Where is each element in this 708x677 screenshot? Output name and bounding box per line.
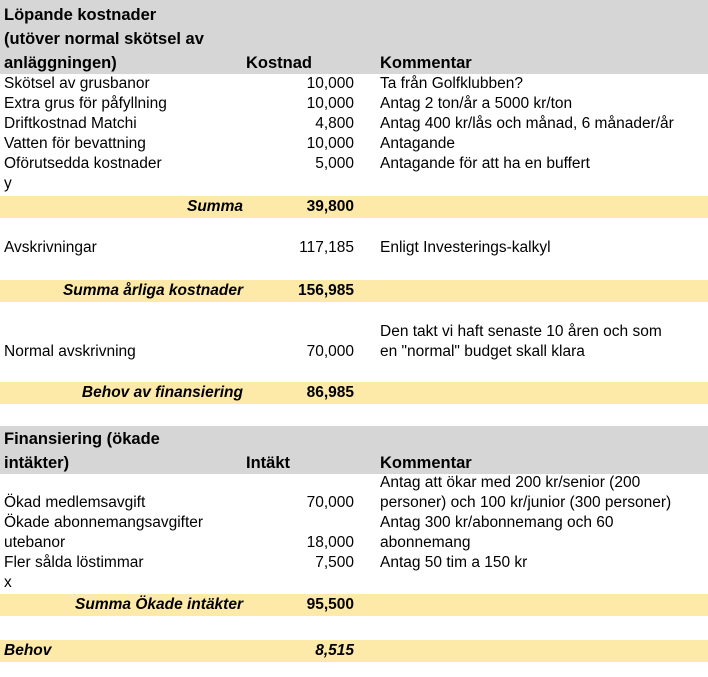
avskrivningar-label: Avskrivningar — [4, 239, 97, 256]
medlemsavgift-value: 70,000 — [306, 494, 354, 511]
column-header-kommentar: Kommentar — [380, 54, 472, 72]
row-value: 10,000 — [306, 135, 354, 152]
row-comment: Antag 400 kr/lås och månad, 6 månader/år — [380, 115, 674, 132]
summa-label: Summa — [187, 198, 243, 215]
avskrivningar-comment: Enligt Investerings-kalkyl — [380, 239, 551, 256]
abonnemang-label-line1: Ökade abonnemangsavgifter — [4, 514, 204, 531]
normal-avskrivning-comment-line2: en "normal" budget skall klara — [380, 343, 585, 360]
row-comment: Antagande — [380, 135, 455, 152]
behov-band — [0, 640, 708, 662]
abonnemang-comment-line2: abonnemang — [380, 534, 471, 551]
medlemsavgift-comment-line2: personer) och 100 kr/junior (300 personer) — [380, 494, 672, 511]
row-value: 4,800 — [315, 115, 354, 132]
abonnemang-value: 18,000 — [306, 534, 354, 551]
summa-value: 39,800 — [306, 198, 354, 215]
lostimmar-label: Fler sålda löstimmar — [4, 554, 144, 571]
column-header-kostnad: Kostnad — [246, 54, 312, 72]
section2-title-line1: Finansiering (ökade — [4, 430, 160, 448]
lostimmar-value: 7,500 — [315, 554, 354, 571]
behov-finansiering-label: Behov av finansiering — [81, 384, 243, 401]
lostimmar-comment: Antag 50 tim a 150 kr — [380, 554, 528, 571]
row-comment: Antagande för att ha en buffert — [380, 155, 590, 172]
stray-char-2: x — [4, 574, 12, 591]
summa-okade-value: 95,500 — [306, 596, 354, 613]
normal-avskrivning-value: 70,000 — [306, 343, 354, 360]
section1-title-line2: (utöver normal skötsel av — [4, 30, 204, 48]
stray-char: y — [4, 175, 12, 192]
row-label: Driftkostnad Matchi — [4, 115, 137, 132]
row-value: 5,000 — [315, 155, 354, 172]
column-header-intakt: Intäkt — [246, 454, 291, 472]
row-comment: Antag 2 ton/år a 5000 kr/ton — [380, 95, 573, 112]
normal-avskrivning-comment-line1: Den takt vi haft senaste 10 åren och som — [380, 323, 662, 340]
summa-arliga-label: Summa årliga kostnader — [62, 282, 243, 299]
row-label: Oförutsedda kostnader — [4, 155, 162, 172]
row-comment: Ta från Golfklubben? — [380, 75, 524, 92]
section1-title-line3: anläggningen) — [4, 54, 117, 72]
section1-title-line1: Löpande kostnader — [4, 6, 157, 24]
behov-label: Behov — [4, 642, 52, 659]
row-value: 10,000 — [306, 75, 354, 92]
medlemsavgift-label: Ökad medlemsavgift — [4, 494, 146, 511]
avskrivningar-value: 117,185 — [299, 239, 354, 256]
abonnemang-comment-line1: Antag 300 kr/abonnemang och 60 — [380, 514, 614, 531]
row-label: Vatten för bevattning — [4, 135, 146, 152]
summa-okade-label: Summa Ökade intäkter — [75, 596, 243, 613]
normal-avskrivning-label: Normal avskrivning — [4, 343, 136, 360]
abonnemang-label-line2: utebanor — [4, 534, 66, 551]
behov-value: 8,515 — [315, 642, 354, 659]
medlemsavgift-comment-line1: Antag att ökar med 200 kr/senior (200 — [380, 474, 641, 491]
summa-arliga-value: 156,985 — [297, 282, 354, 299]
column-header-kommentar-2: Kommentar — [380, 454, 472, 472]
row-label: Extra grus för påfyllning — [4, 95, 167, 112]
behov-finansiering-value: 86,985 — [306, 384, 354, 401]
row-value: 10,000 — [306, 95, 354, 112]
section2-title-line2: intäkter) — [4, 454, 70, 472]
row-label: Skötsel av grusbanor — [4, 75, 150, 92]
